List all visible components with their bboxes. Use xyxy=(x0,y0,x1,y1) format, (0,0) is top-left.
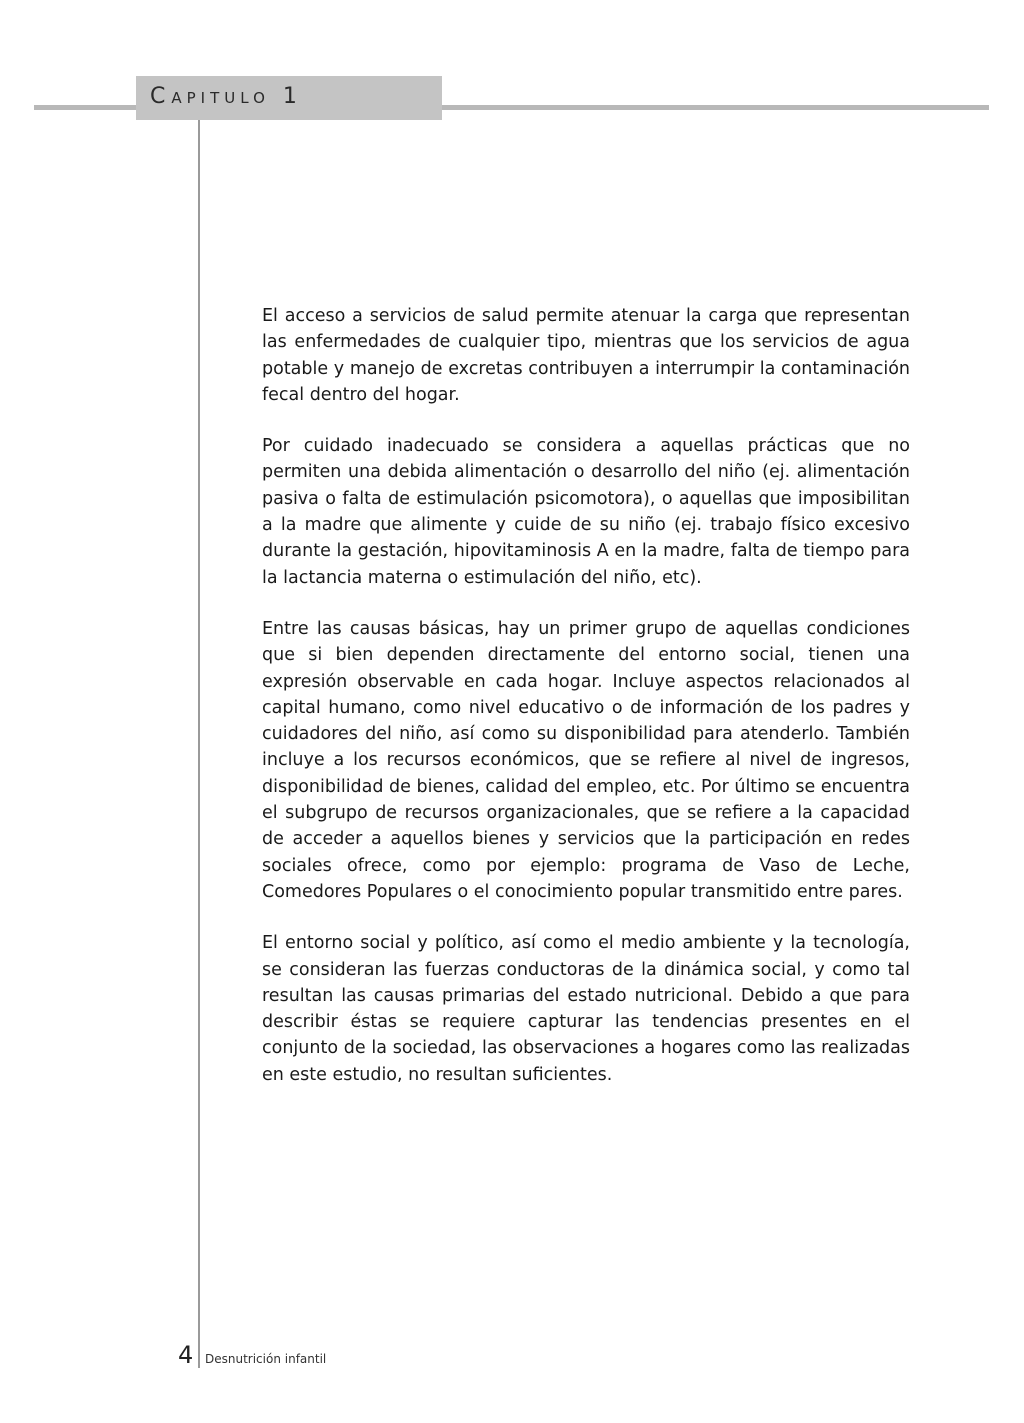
header-rule-left xyxy=(34,105,138,110)
chapter-heading xyxy=(150,84,303,111)
chapter-number: 1 xyxy=(282,84,303,109)
page-number: 4 xyxy=(178,1341,194,1369)
margin-vertical-rule xyxy=(198,120,200,1368)
chapter-word: APITULO xyxy=(171,89,270,107)
header-rule-right xyxy=(441,105,989,110)
paragraph: El entorno social y político, así como el medio ambiente y la tecnología, se consideran las fuerzas conductoras de la dinámica social, y como tal resultan las causas primarias del estado nutricional. Debido a que para describir éstas se requiere capturar las tendencias presentes en el conjunto de la sociedad, las observaciones a hogares como las realizadas en este estudio, no resultan suficientes. xyxy=(262,933,910,1085)
paragraph: Por cuidado inadecuado se considera a aquellas prácticas que no permiten una debida alimentación o desarrollo del niño (ej. alimentación pasiva o falta de estimulación psicomotora), o aquellas que imposibilitan a la madre que alimente y cuide de su niño (ej. trabajo físico excesivo durante la gestación, hipovitaminosis A en la madre, falta de tiempo para la lactancia materna o estimulación del niño, etc). xyxy=(262,436,910,588)
body-text xyxy=(262,303,910,1113)
chapter-initial: C xyxy=(150,84,172,109)
paragraph: Entre las causas básicas, hay un primer grupo de aquellas condiciones que si bien dependen directamente del entorno social, tienen una expresión observable en cada hogar. Incluye aspectos relacionados al capital humano, como nivel educativo o de información de los padres y cuidadores del niño, así como su disponibilidad para atenderlo. También incluye a los recursos económicos, que se refiere al nivel de ingresos, disponibilidad de bienes, calidad del empleo, etc. Por último se encuentra el subgrupo de recursos organizacionales, que se refiere a la capacidad de acceder a aquellos bienes y servicios que la participación en redes sociales ofrece, como por ejemplo: programa de Vaso de Leche, Comedores Populares o el conocimiento popular transmitido entre pares. xyxy=(262,618,911,902)
publication-title: Desnutrición infantil xyxy=(205,1352,327,1366)
paragraph: El acceso a servicios de salud permite atenuar la carga que representan las enfermedades de cualquier tipo, mientras que los servicios de agua potable y manejo de excretas contribuyen a interrumpir la contaminación fecal dentro del hogar. xyxy=(262,306,910,405)
